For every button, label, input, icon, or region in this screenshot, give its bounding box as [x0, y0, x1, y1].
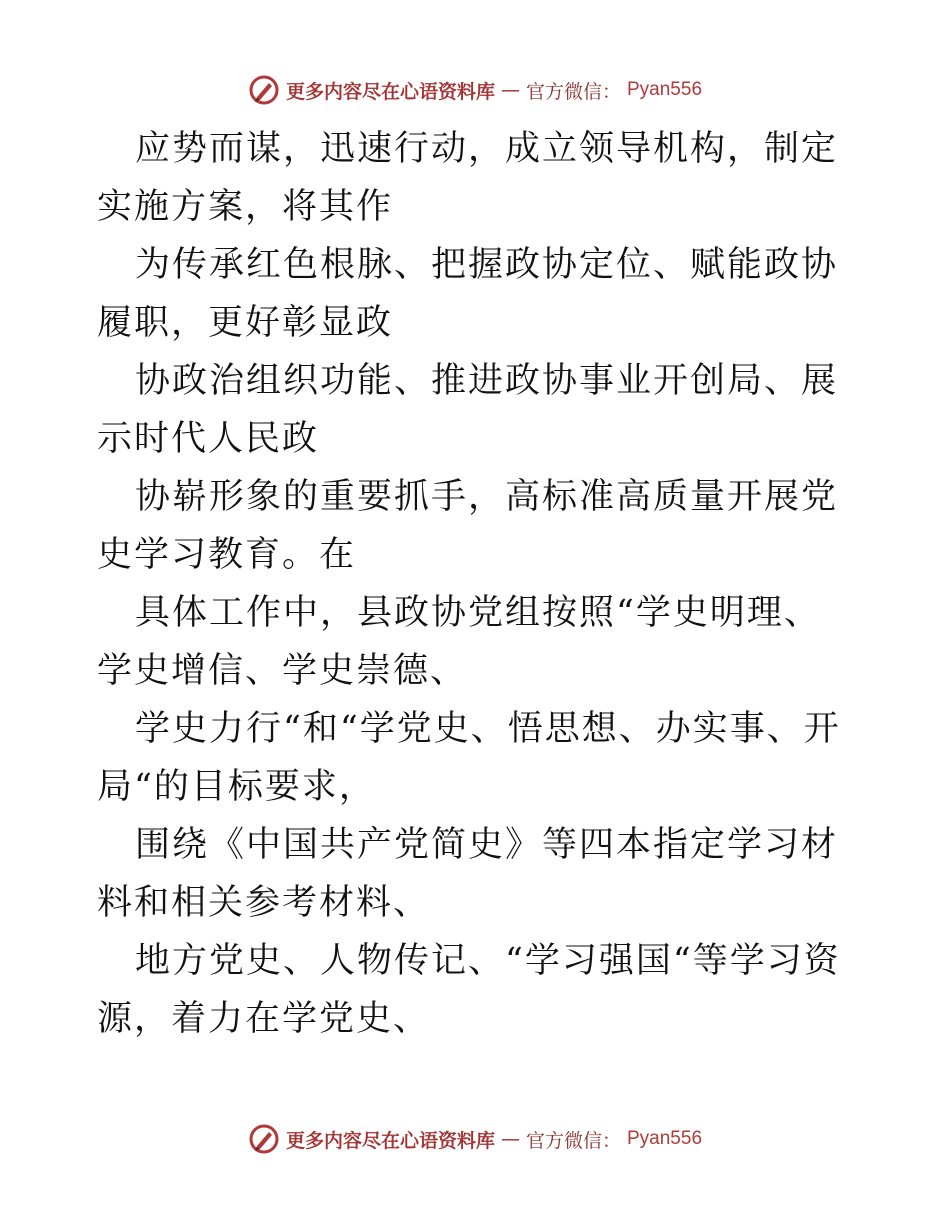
banner-wechat-id: Pyan556 [627, 79, 703, 100]
banner-separator: — [500, 79, 520, 101]
footer-watermark-banner [0, 1122, 950, 1156]
pen-logo-icon [248, 74, 280, 106]
document-body [97, 120, 857, 1048]
banner-wechat-id: Pyan556 [627, 1128, 703, 1149]
paragraph: 地方党史、人物传记、“学习强国“等学习资源，着力在学党史、 [97, 941, 841, 1039]
banner-main-text: 更多内容尽在心语资料库 [285, 1129, 495, 1152]
paragraph: 协政治组织功能、推进政协事业开创局、展示时代人民政 [97, 361, 839, 459]
header-watermark-banner [0, 73, 950, 107]
banner-main-text: 更多内容尽在心语资料库 [285, 80, 495, 103]
paragraph: 学史力行“和“学党史、悟思想、办实事、开局“的目标要求， [97, 709, 841, 807]
paragraph: 具体工作中，县政协党组按照“学史明理、学史增信、学史崇德、 [97, 593, 821, 691]
banner-contact-label: 官方微信： [525, 80, 621, 103]
paragraph: 为传承红色根脉、把握政协定位、赋能政协履职，更好彰显政 [97, 245, 839, 343]
banner-separator: — [500, 1128, 520, 1150]
paragraph: 协崭形象的重要抓手，高标准高质量开展党史学习教育。在 [97, 477, 839, 575]
pen-logo-icon [248, 1123, 280, 1155]
paragraph: 应势而谋，迅速行动，成立领导机构，制定实施方案，将其作 [97, 129, 839, 227]
paragraph: 围绕《中国共产党简史》等四本指定学习材料和相关参考材料、 [97, 825, 839, 923]
banner-contact-label: 官方微信： [525, 1129, 621, 1152]
